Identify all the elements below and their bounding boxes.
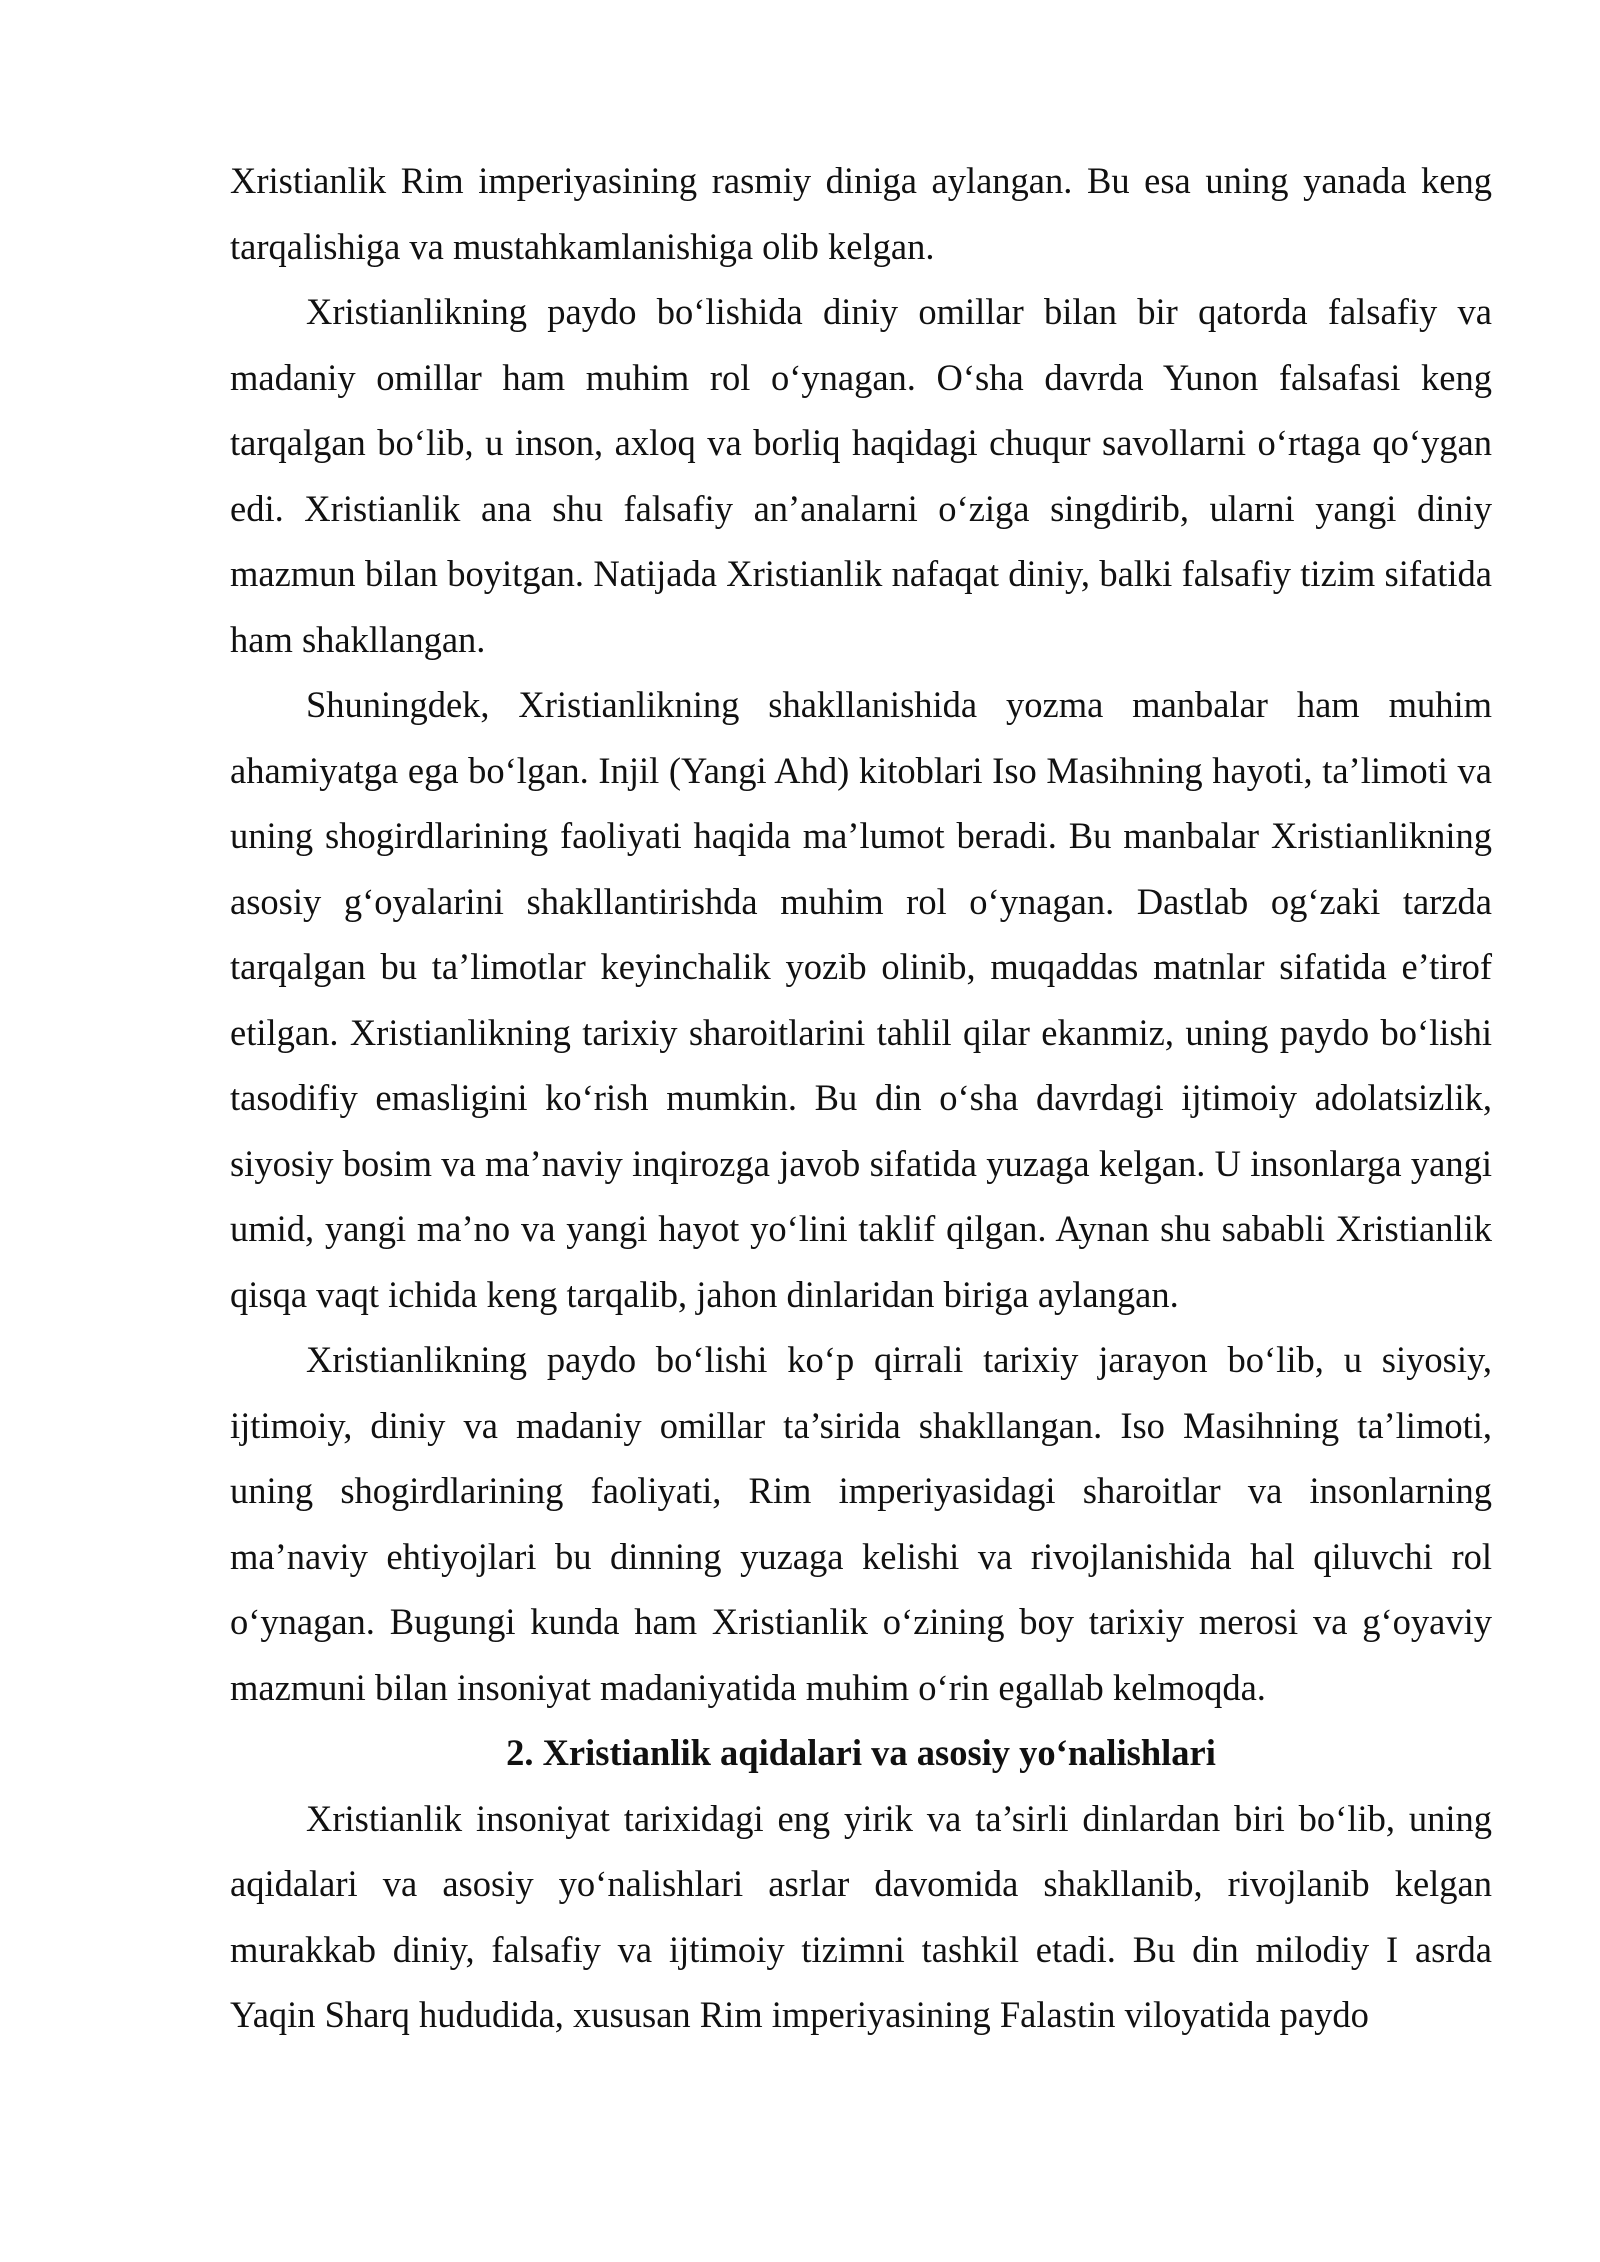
paragraph-continuation: Xristianlik Rim imperiyasining rasmiy diniga aylangan. Bu esa uning yanada keng tarqalishiga va mustahkamlanishiga olib kelgan. (230, 160, 1492, 267)
paragraph-written-sources: Shuningdek, Xristianlikning shakllanishida yozma manbalar ham muhim ahamiyatga ega bo‘lgan. Injil (Yangi Ahd) kitoblari Iso Masihning hayoti, ta’limoti va uning shogirdlarining faoliyati haqida ma’lumot beradi. Bu manbalar Xristianlikning asosiy g‘oyalarini shakllantirishda muhim rol o‘ynagan. Dastlab og‘zaki tarzda tarqalgan bu ta’limotlar keyinchalik yozib olinib, muqaddas matnlar sifatida e’tirof etilgan. Xristianlikning tarixiy sharoitlarini tahlil qilar ekanmiz, uning paydo bo‘lishi tasodifiy emasligini ko‘rish mumkin. Bu din o‘sha davrdagi ijtimoiy adolatsizlik, siyosiy bosim va ma’naviy inqirozga javob sifatida yuzaga kelgan. U insonlarga yangi umid, yangi ma’no va yangi hayot yo‘lini taklif qilgan. Aynan shu sababli Xristianlik qisqa vaqt ichida keng tarqalib, jahon dinlaridan biriga aylangan. (230, 684, 1492, 1315)
paragraph-conclusion: Xristianlikning paydo bo‘lishi ko‘p qirrali tarixiy jarayon bo‘lib, u siyosiy, ijtimoiy, diniy va madaniy omillar ta’sirida shakllangan. Iso Masihning ta’limoti, uning shogirdlarining faoliyati, Rim imperiyasidagi sharoitlar va insonlarning ma’naviy ehtiyojlari bu dinning yuzaga kelishi va rivojlanishida hal qiluvchi rol o‘ynagan. Bugungi kunda ham Xristianlik o‘zining boy tarixiy merosi va g‘oyaviy mazmuni bilan insoniyat madaniyatida muhim o‘rin egallab kelmoqda. (230, 1339, 1492, 1708)
document-page (230, 148, 1492, 2048)
paragraph-philosophical-factors: Xristianlikning paydo bo‘lishida diniy omillar bilan bir qatorda falsafiy va madaniy omillar ham muhim rol o‘ynagan. O‘sha davrda Yunon falsafasi keng tarqalgan bo‘lib, u inson, axloq va borliq haqidagi chuqur savollarni o‘rtaga qo‘ygan edi. Xristianlik ana shu falsafiy an’analarni o‘ziga singdirib, ularni yangi diniy mazmun bilan boyitgan. Natijada Xristianlik nafaqat diniy, balki falsafiy tizim sifatida ham shakllangan. (230, 291, 1492, 660)
paragraph-section-intro: Xristianlik insoniyat tarixidagi eng yirik va ta’sirli dinlardan biri bo‘lib, uning aqidalari va asosiy yo‘nalishlari asrlar davomida shakllanib, rivojlanib kelgan murakkab diniy, falsafiy va ijtimoiy tizimni tashkil etadi. Bu din milodiy I asrda Yaqin Sharq hududida, xususan Rim imperiyasining Falastin viloyatida paydo (230, 1797, 1492, 2035)
section-heading: 2. Xristianlik aqidalari va asosiy yo‘nalishlari (506, 1732, 1216, 1773)
